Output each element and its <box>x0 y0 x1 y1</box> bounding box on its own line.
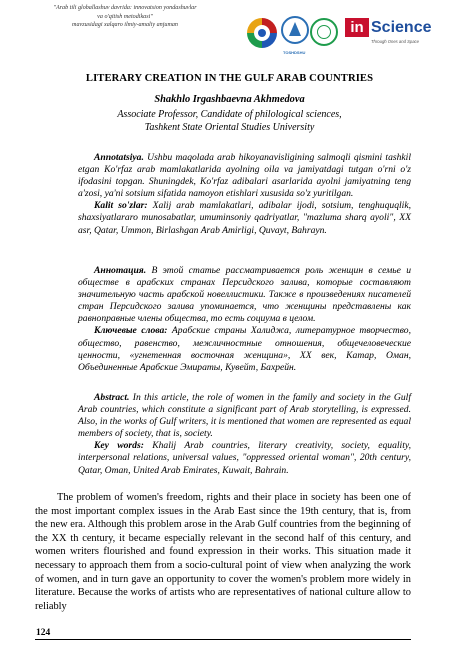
journal-line-1: "Arab tili globallashuv davrida: innovatsion yondashuvlar <box>53 5 197 11</box>
conference-logo-icon <box>247 18 277 48</box>
article-title: LITERARY CREATION IN THE GULF ARAB COUNTRIES <box>85 73 374 84</box>
abstract-en <box>78 392 411 477</box>
university-logo-caption: TOSHDSHU <box>283 50 306 55</box>
inscience-logo-in: in <box>345 18 369 37</box>
annotation-uz-text: Ushbu maqolada arab hikoyanavisligining salmoqli qismini tashkil etgan Ko'rfaz arab mamlakatlarida ayolning oila va jamiyatdagi tutgan o'rni o'z ifodasini topgan. Shuningdek, Ko'rfaz adibalari asarlarida ayolni jamiyatning teng a'zosi, ya'ni sotsium sifatida namoyon etishlari xususida so'z yuritilgan. <box>78 152 411 200</box>
annotation-ru-label: Аннотация. <box>94 265 147 276</box>
journal-line-3: mavzusidagi xalqaro ilmiy-amaliy anjuman <box>72 22 178 29</box>
affiliation-line-1: Associate Professor, Candidate of philological sciences, <box>117 109 342 120</box>
annotation-ru-text: В этой статье рассматривается роль женщин в семье и обществе в арабских странах Персидского залива, которые составляют значительную часть арабской новеллистики. Также в произведениях писателей стран Персидского залива упоминается, что женщины представлены как равноправные члены общества, то есть социума в целом. <box>78 265 411 325</box>
annotation-uz <box>78 152 411 237</box>
keywords-en-text: Khalij Arab countries, literary creativity, society, equality, interpersonal relations, universal values, "oppressed oriental woman", 20th century, Qatar, Oman, United Arab Emirates, Kuwait, Bahrain. <box>78 440 412 476</box>
page-header <box>0 0 459 60</box>
university-logo-icon <box>281 16 309 44</box>
page-number: 124 <box>36 628 51 638</box>
author-affiliation <box>0 108 459 134</box>
keywords-ru-label: Ключевые слова: <box>94 325 168 337</box>
affiliation-line-2: Tashkent State Oriental Studies University <box>144 122 315 133</box>
inscience-tagline: Through Ones and Space <box>371 39 419 44</box>
keywords-uz-text: Xalij arab mamlakatlari, adibalar ijodi, sotsium, tenghuquqlik, shaxsiyatlararo munosabatlar, umuminsoniy qadriyatlar, "mazluma sharq ayoli", XX asr, Qatar, Ummon, Birlashgan Arab Amirligi, Quvayt, Bahrayn. <box>78 200 411 236</box>
abstract-text: In this article, the role of women in the family and society in the Gulf Arab countries, which constitute a significant part of Arab storytelling, is expressed. Also, in the works of Gulf writers, it is mentioned that women are represented as equal members of society, that is, society. <box>78 392 411 440</box>
inscience-logo-science: Science <box>371 19 432 36</box>
keywords-uz-label: Kalit so'zlar: <box>94 200 148 212</box>
annotation-ru <box>78 265 411 374</box>
abstract-label: Abstract. <box>94 392 130 403</box>
inscience-logo <box>345 18 445 58</box>
author-name: Shakhlo Irgashbaevna Akhmedova <box>154 94 305 105</box>
emblem-logo-icon <box>310 18 338 46</box>
footer-divider <box>35 639 411 640</box>
annotation-uz-label: Annotatsiya. <box>94 152 144 163</box>
keywords-ru-text: Арабские страны Халиджа, литературное творчество, общество, равенство, межличностные отношения, общечеловеческие ценности, «угнетенная восточная женщина», XX век, Катар, Оман, Объединенные Арабские Эмираты, Кувейт, Бахрейн. <box>78 325 411 373</box>
journal-line-2: va o'qitish metodikasi" <box>97 13 153 20</box>
journal-header-text <box>20 4 230 30</box>
body-paragraph: The problem of women's freedom, rights and their place in society has been one of the most important complex issues in the Arab East since the 19th century, that is, from the new era. Although this problem arose in the Arab Gulf countries from the beginning of the XX th century, it became especially relevant in the second half of this century, and women writers flourished and found expression in their works. This situation made it necessary to approach them from a socio-cultural point of view when analyzing the work of women, and in turn gave an opportunity to cover the women's problem more widely in literature. Because the works of artists who are representatives of national culture allow to reliably <box>35 492 411 612</box>
keywords-en-label: Key words: <box>94 440 144 452</box>
